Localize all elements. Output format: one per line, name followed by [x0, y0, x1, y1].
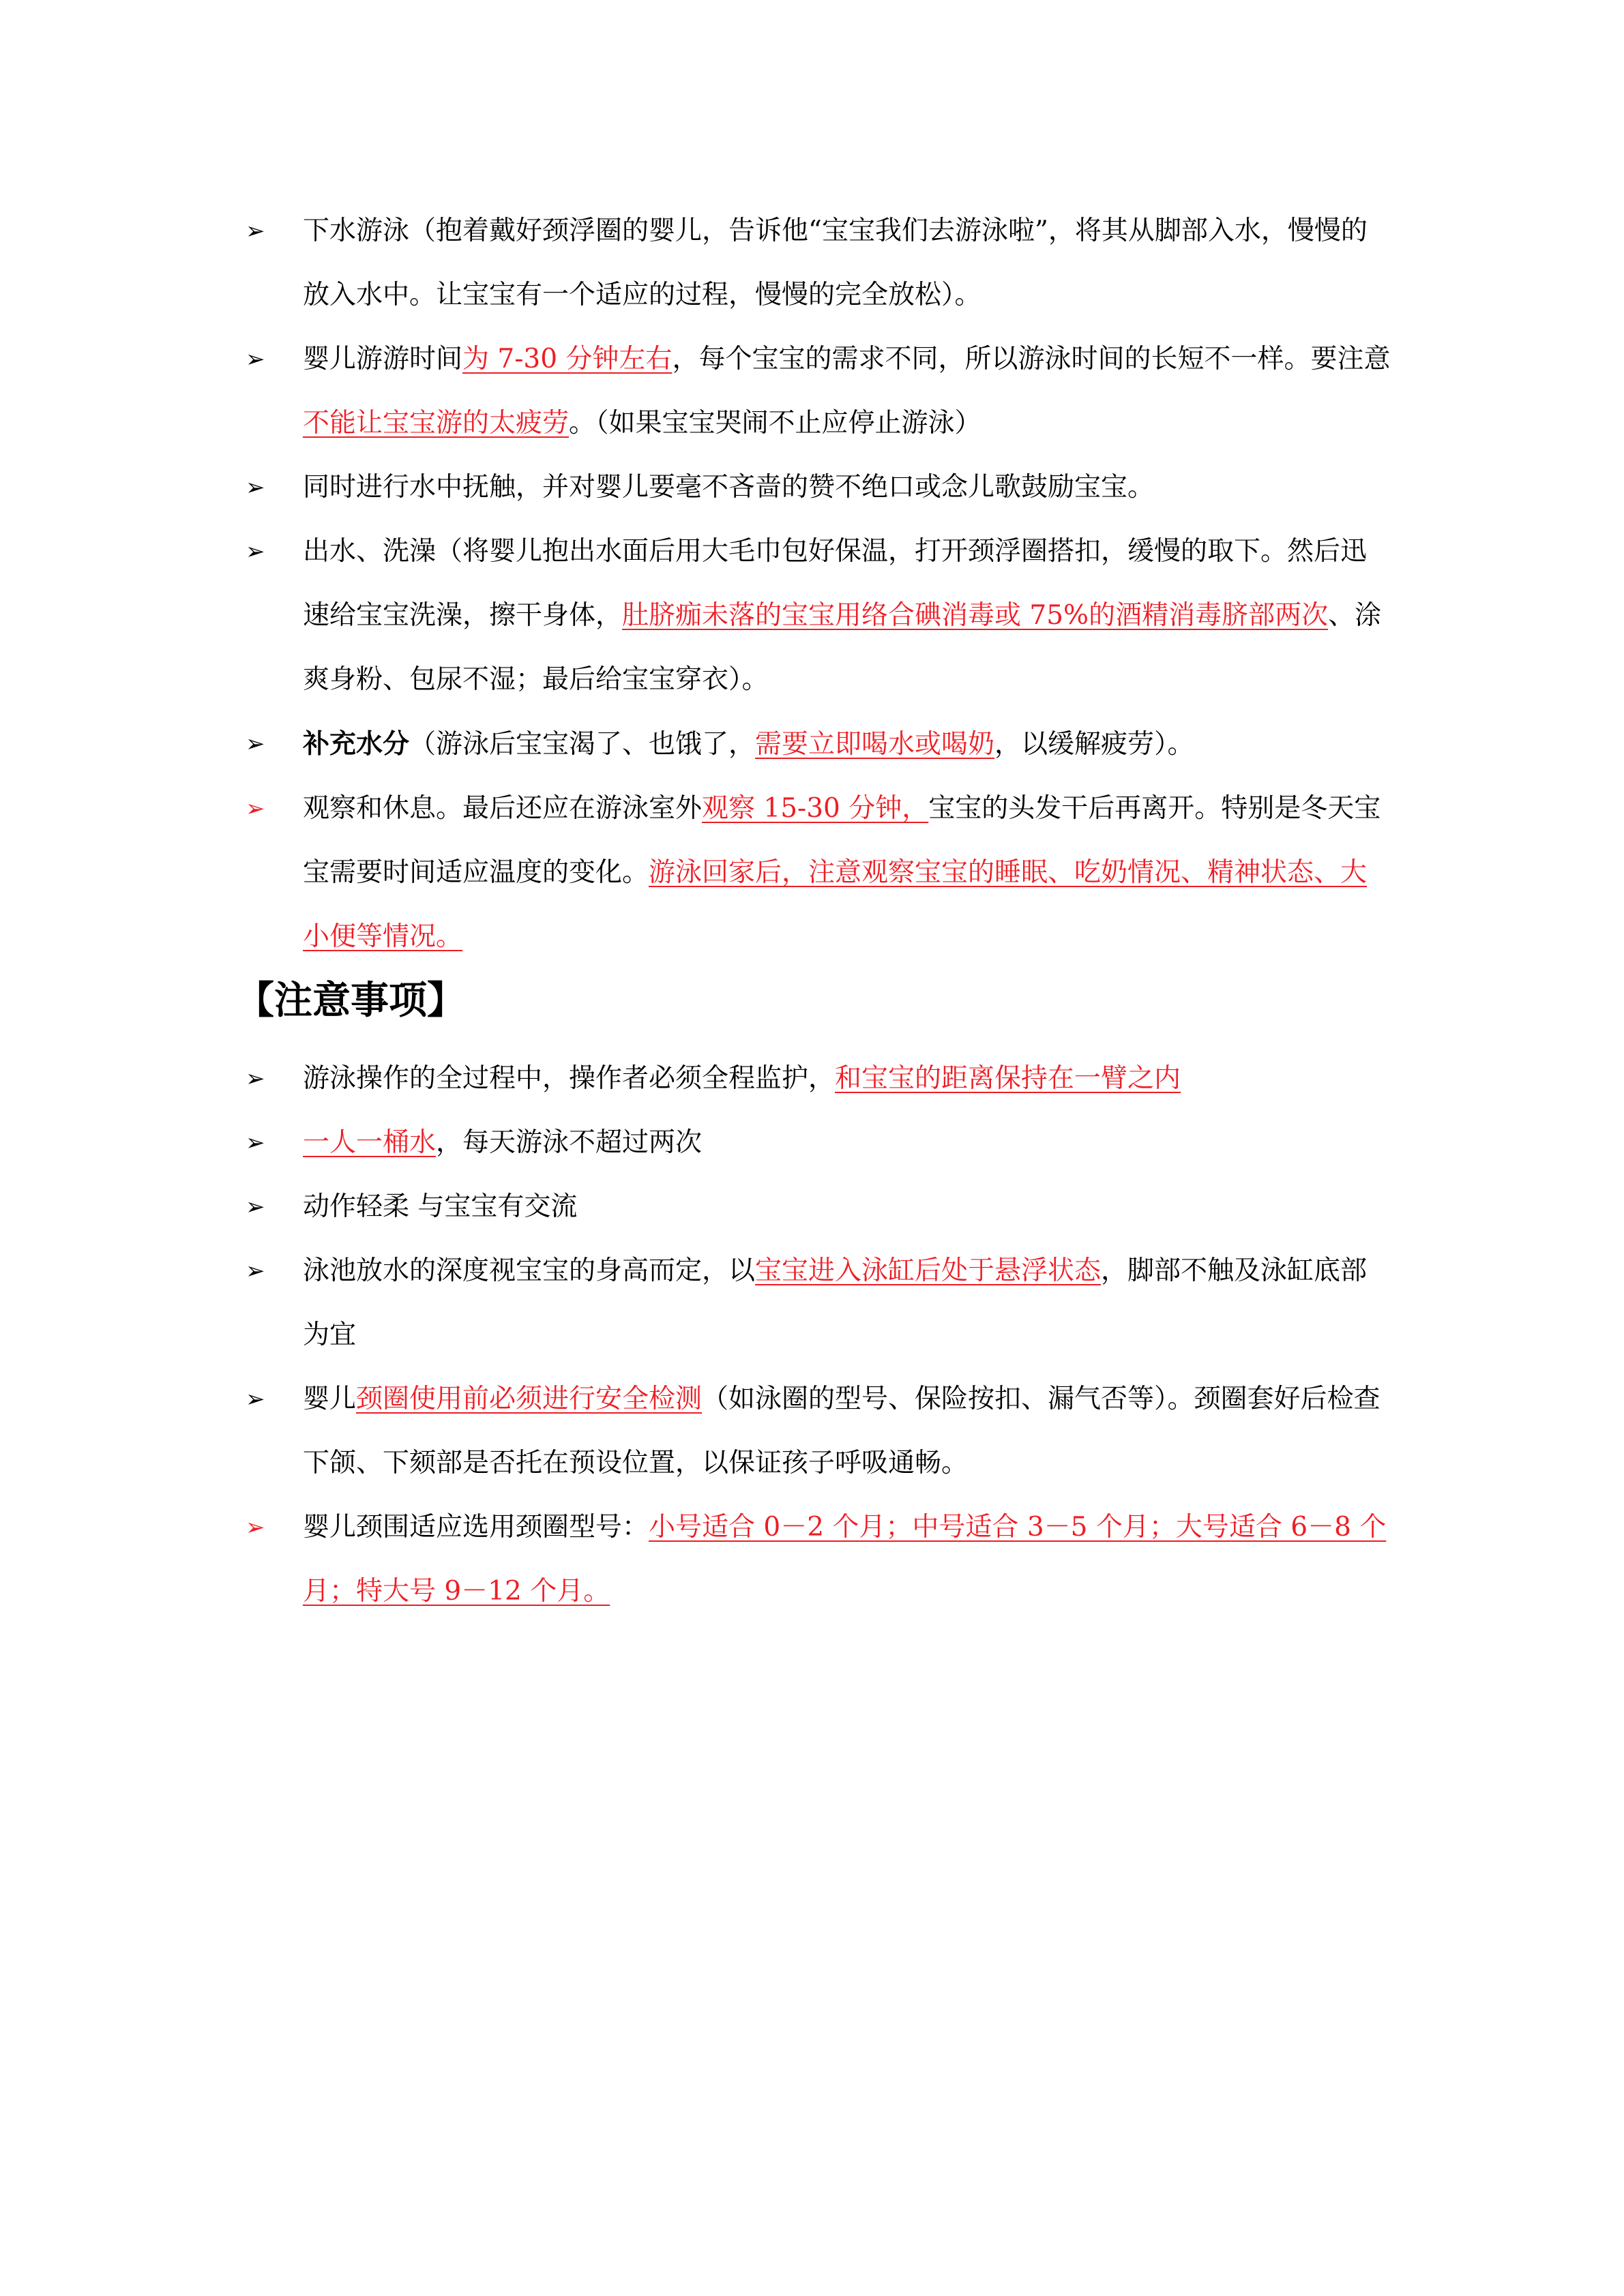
procedure-item: [246, 777, 1391, 969]
body-text: 出水、洗澡（将婴儿抱出水面后用大毛巾包好保温，打开颈浮圈搭扣，缓慢的取下。然后迅速给宝宝洗澡，擦干身体，: [303, 536, 1368, 631]
arrow-bullet-icon: ➢: [246, 1257, 265, 1285]
body-text: 。（如果宝宝哭闹不止应停止游泳）: [569, 408, 981, 438]
body-text: （游泳后宝宝渴了、也饿了，: [409, 729, 756, 760]
body-text: 补充水分: [303, 728, 410, 760]
highlighted-text: 不能让宝宝游的太疲劳: [303, 408, 570, 438]
arrow-bullet-icon: ➢: [246, 538, 265, 565]
body-text: 下水游泳（抱着戴好颈浮圈的婴儿，告诉他“宝宝我们去游泳啦”，将其从脚部入水，慢慢的放入水中。让宝宝有一个适应的过程，慢慢的完全放松）。: [303, 215, 1368, 310]
arrow-bullet-icon: ➢: [246, 795, 265, 822]
highlighted-text: 观察 15-30 分钟，: [702, 793, 929, 824]
body-text: 动作轻柔 与宝宝有交流: [303, 1191, 578, 1222]
highlighted-text: 为 7-30 分钟左右: [462, 344, 673, 374]
note-item: [246, 1367, 1391, 1495]
procedure-item: [246, 712, 1391, 777]
body-text: 游泳操作的全过程中，操作者必须全程监护，: [303, 1063, 836, 1094]
highlighted-text: 肚脐痂未落的宝宝用络合碘消毒或 75%的酒精消毒脐部两次: [622, 600, 1329, 631]
body-text: ，每个宝宝的需求不同，所以游泳时间的长短不一样。要注意: [672, 344, 1391, 374]
highlighted-text: 游泳回家后，注意观察宝宝的睡眠、吃奶情况、精神状态、大小便等情况。: [303, 857, 1368, 952]
notes-list: [246, 1047, 1391, 1624]
arrow-bullet-icon: ➢: [246, 474, 265, 501]
body-text: 同时进行水中抚触，并对婴儿要毫不吝啬的赞不绝口或念儿歌鼓励宝宝。: [303, 472, 1155, 503]
highlighted-text: 一人一桶水: [303, 1127, 437, 1158]
body-text: 婴儿: [303, 1384, 357, 1414]
arrow-bullet-icon: ➢: [246, 1065, 265, 1092]
body-text: 泳池放水的深度视宝宝的身高而定，以: [303, 1255, 756, 1286]
note-item: [246, 1175, 1391, 1239]
notes-heading: 【注意事项】: [236, 979, 465, 1023]
highlighted-text: 宝宝进入泳缸后处于悬浮状态: [755, 1255, 1102, 1286]
procedure-item: [246, 199, 1391, 327]
arrow-bullet-icon: ➢: [246, 218, 265, 245]
body-text: 观察和休息。最后还应在游泳室外: [303, 793, 703, 824]
highlighted-text: 和宝宝的距离保持在一臂之内: [835, 1063, 1181, 1094]
note-item: [246, 1047, 1391, 1111]
body-text: 宝宝的头发干后再离开。特别是冬天宝宝需要时间适应温度的变化。: [303, 793, 1381, 888]
arrow-bullet-icon: ➢: [246, 1129, 265, 1157]
body-text: 、涂爽身粉、包尿不湿；最后给宝宝穿衣）。: [303, 600, 1382, 695]
arrow-bullet-icon: ➢: [246, 1514, 265, 1541]
arrow-bullet-icon: ➢: [246, 346, 265, 373]
arrow-bullet-icon: ➢: [246, 1193, 265, 1221]
procedure-item: [246, 520, 1391, 712]
body-text: （如泳圈的型号、保险按扣、漏气否等）。颈圈套好后检查下颌、下颏部是否托在预设位置，以保证孩子呼吸通畅。: [303, 1384, 1381, 1478]
highlighted-text: 需要立即喝水或喝奶: [755, 729, 995, 760]
body-text: 婴儿游游时间: [303, 344, 463, 374]
body-text: ，以缓解疲劳）。: [994, 729, 1194, 760]
highlighted-text: 颈圈使用前必须进行安全检测: [356, 1384, 703, 1414]
procedure-item: [246, 456, 1391, 520]
note-item: [246, 1111, 1391, 1175]
body-text: ，每天游泳不超过两次: [436, 1127, 703, 1158]
body-text: ，脚部不触及泳缸底部为宜: [303, 1255, 1368, 1350]
arrow-bullet-icon: ➢: [246, 1386, 265, 1413]
note-item: [246, 1495, 1391, 1624]
highlighted-text: 小号适合 0－2 个月；中号适合 3－5 个月；大号适合 6－8 个月；特大号 9－12 个月。: [303, 1512, 1387, 1607]
arrow-bullet-icon: ➢: [246, 730, 265, 758]
body-text: 婴儿颈围适应选用颈圈型号：: [303, 1512, 649, 1542]
note-item: [246, 1239, 1391, 1367]
procedure-item: [246, 327, 1391, 456]
procedure-list: [246, 199, 1391, 969]
